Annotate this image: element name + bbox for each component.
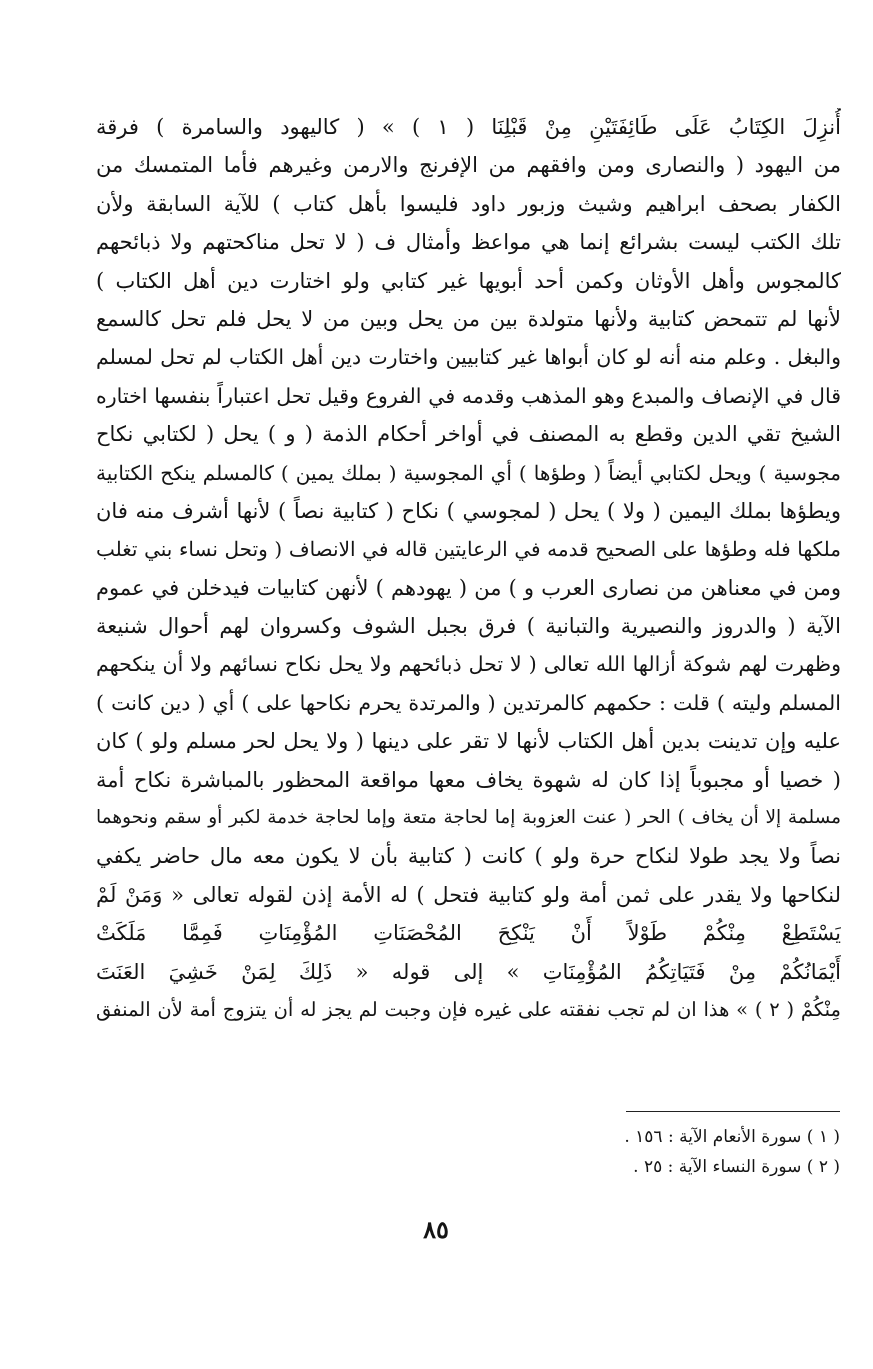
text-line: قال في الإنصاف والمبدع وهو المذهب وقدمه في الفروع وقيل تحل اعتباراً بنفسها اختاره (96, 383, 841, 408)
text-line: ويطؤها بملك اليمين ( ولا ) يحل ( لمجوسي ) نكاح ( كتابية نصاً ) لأنها أشرف منه فان (96, 498, 841, 523)
footnote-divider (626, 1111, 840, 1112)
text-line: مجوسية ) ويحل لكتابي أيضاً ( وطؤها ) أي المجوسية ( بملك يمين ) كالمسلم ينكح الكتابية (96, 460, 841, 485)
text-line: ملكها فله وطؤها على الصحيح قدمه في الرعايتين قاله في الانصاف ( وتحل نساء بني تغلب (96, 537, 841, 562)
text-line: لنكاحها ولا يقدر على ثمن أمة ولو كتابية فتحل ) له الأمة إذن لقوله تعالى « وَمَنْ لَمْ (96, 882, 841, 907)
footnote: ( ٢ ) سورة النساء الآية : ٢٥ . (633, 1157, 840, 1177)
text-line: أَيْمَانُكُمْ مِنْ فَتَيَاتِكُمُ المُؤْمِنَاتِ » إلى قوله « ذَلِكَ لِمَنْ خَشِيَ العَنَتَ (96, 959, 841, 984)
text-line: المسلم وليته ) قلت : حكمهم كالمرتدين ( والمرتدة يحرم نكاحها على ) أي ( دين كانت ) (96, 690, 841, 715)
body-text (96, 108, 841, 1029)
text-line: أُنزِلَ الكِتَابُ عَلَى طَائِفَتَيْنِ مِنْ قَبْلِنَا ( ١ ) » ( كاليهود والسامرة ) فرقة (96, 115, 841, 139)
text-line: الكفار بصحف ابراهيم وشيث وزبور داود فليسوا بأهل كتاب ) للآية السابقة ولأن (96, 191, 841, 216)
text-line: كالمجوس وأهل الأوثان وكمن أحد أبويها غير كتابي ولو اختارت دين أهل الكتاب ) (96, 268, 841, 293)
text-line: والبغل . وعلم منه أنه لو كان أبواها غير كتابيين واختارت دين أهل الكتاب لم تحل لمسلم (96, 345, 841, 370)
text-line: تلك الكتب ليست بشرائع إنما هي مواعظ وأمثال ف ( لا تحل مناكحتهم ولا ذبائحهم (96, 230, 841, 255)
text-line: نصاً ولا يجد طولا لنكاح حرة ولو ) كانت ( كتابية بأن لا يكون معه مال حاضر يكفي (96, 844, 841, 869)
footnotes (400, 1122, 840, 1182)
text-line: ( خصيا أو مجبوباً إذا كان له شهوة يخاف معها مواقعة المحظور بالمباشرة نكاح أمة (96, 767, 841, 792)
text-line: لأنها لم تتمحض كتابية ولأنها متولدة بين من يحل وبين من لا يحل فلم تحل كالسمع (96, 306, 841, 331)
text-line: الآية ( والدروز والنصيرية والتبانية ) فرق بجبل الشوف وكسروان لهم أحوال شنيعة (96, 614, 841, 639)
text-line: مِنْكُمْ ( ٢ ) » هذا ان لم تجب نفقته على غيره فإن وجبت لم يجز له أن يتزوج أمة لأن المنفق (96, 997, 841, 1021)
text-line: الشيخ تقي الدين وقطع به المصنف في أواخر أحكام الذمة ( و ) يحل ( لكتابي نكاح (96, 422, 841, 447)
text-line: ومن في معناهن من نصارى العرب و ) من ( يهودهم ) لأنهن كتابيات فيدخلن في عموم (96, 575, 841, 600)
footnote: ( ١ ) سورة الأنعام الآية : ١٥٦ . (624, 1127, 840, 1147)
text-line: عليه وإن تدينت بدين أهل الكتاب لأنها لا تقر على دينها ( ولا يحل لحر مسلم ولو ) كان (96, 729, 841, 754)
text-line: وظهرت لهم شوكة أزالها الله تعالى ( لا تحل ذبائحهم ولا يحل نكاح نسائهم ولا أن ينكحهم (96, 652, 841, 677)
page-number: ٨٥ (423, 1215, 449, 1244)
text-line: يَسْتَطِعْ مِنْكُمْ طَوْلاً أَنْ يَنْكِحَ المُحْصَنَاتِ المُؤْمِنَاتِ فَمِمَّا مَلَكَتْ (96, 921, 841, 946)
text-line: من اليهود ( والنصارى ومن وافقهم من الإفرنج والارمن وغيرهم فأما المتمسك من (96, 153, 841, 178)
text-line: مسلمة إلا أن يخاف ) الحر ( عنت العزوبة إما لحاجة متعة وإما لحاجة خدمة لكبر أو سقم ونحوهما (96, 807, 841, 829)
